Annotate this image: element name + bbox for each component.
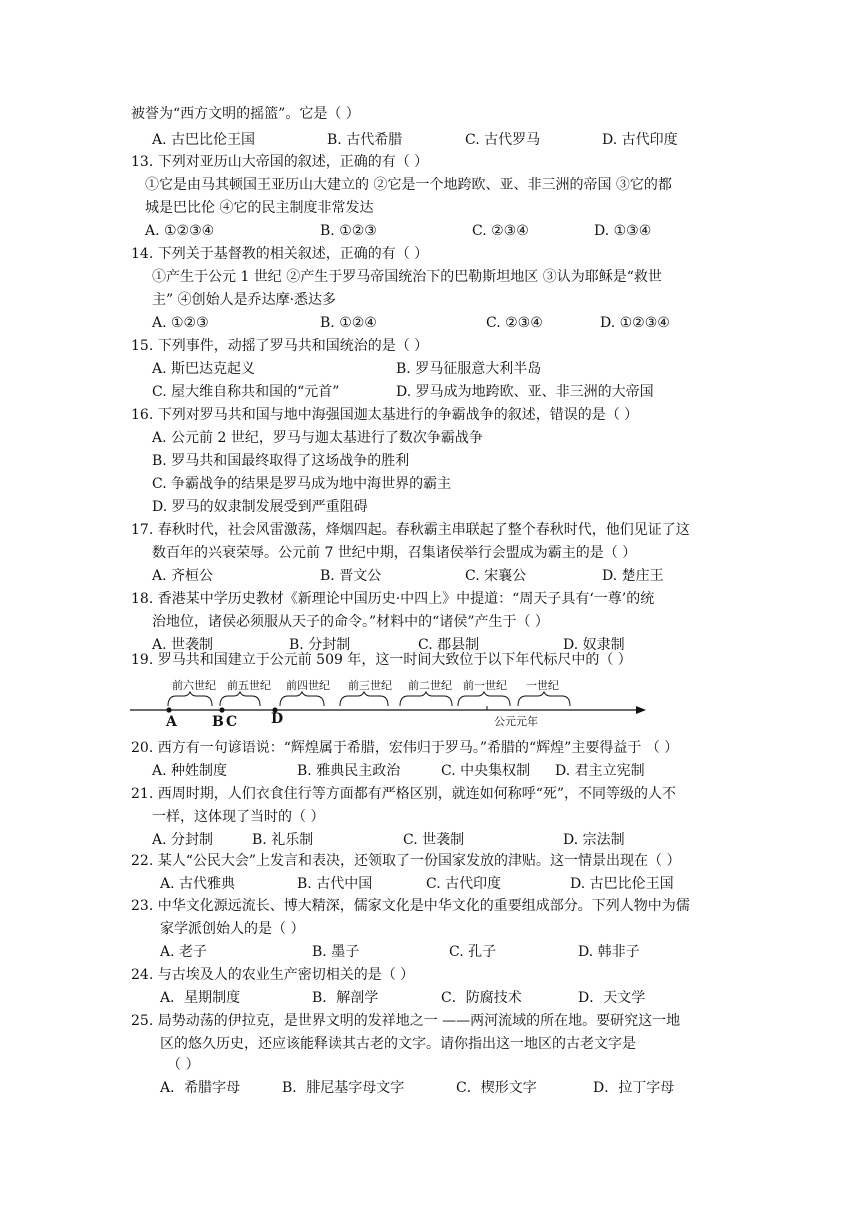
q21-stem: 21. 西周时期，人们衣食住行等方面都有严格区别，就连如何称呼“死”，不同等级的人不 bbox=[131, 786, 677, 802]
q17-stem: 17. 春秋时代，社会风雷激荡，烽烟四起。春秋霸主串联起了整个春秋时代，他们见证了这 bbox=[131, 522, 690, 538]
q12-option-a: A. 古巴比伦王国 bbox=[152, 132, 256, 148]
q13-option-d: D. ①③④ bbox=[594, 223, 652, 239]
q23-stem: 23. 中华文化源远流长、博大精深，儒家文化是中华文化的重要组成部分。下列人物中为儒 bbox=[131, 898, 690, 914]
q20-option-c: C. 中央集权制 bbox=[441, 763, 531, 779]
q15-option-d: D. 罗马成为地跨欧、亚、非三洲的大帝国 bbox=[396, 384, 654, 400]
q22-option-b: B. 古代中国 bbox=[297, 876, 373, 892]
q14-option-b: B. ①②④ bbox=[320, 315, 377, 331]
q14-option-d: D. ①②③④ bbox=[600, 315, 670, 331]
q13-statements-line2: 城是巴比伦 ④它的民主制度非常发达 bbox=[145, 200, 374, 216]
point-b-dot bbox=[219, 707, 224, 712]
point-a-label: A bbox=[166, 714, 177, 730]
q18-stem-line2: 治地位，诸侯必须服从天子的命令。”材料中的“诸侯”产生于（ ） bbox=[152, 614, 549, 630]
year-scale-timeline bbox=[128, 674, 648, 730]
q21-option-b: B. 礼乐制 bbox=[252, 832, 314, 848]
q20-stem: 20. 西方有一句谚语说：“辉煌属于希腊，宏伟归于罗马。”希腊的“辉煌”主要得益于 （ ） bbox=[131, 740, 679, 756]
q17-option-c: C. 宋襄公 bbox=[465, 568, 527, 584]
q13-option-c: C. ②③④ bbox=[472, 223, 529, 239]
q17-stem-line2: 数百年的兴衰荣辱。公元前 7 世纪中期，召集诸侯举行会盟成为霸主的是（ ） bbox=[152, 545, 637, 561]
timeline-arrow bbox=[636, 706, 646, 714]
q13-stem: 13. 下列对亚历山大帝国的叙述，正确的有（ ） bbox=[131, 154, 429, 170]
q25-option-a: A．希腊字母 bbox=[160, 1080, 241, 1096]
q23-option-a: A. 老子 bbox=[160, 944, 208, 960]
brace-7 bbox=[518, 692, 570, 706]
q23-option-d: D. 韩非子 bbox=[578, 944, 640, 960]
q25-option-b: B．腓尼基字母文字 bbox=[282, 1080, 405, 1096]
q24-option-b: B．解剖学 bbox=[312, 990, 379, 1006]
q17-option-d: D. 楚庄王 bbox=[602, 568, 664, 584]
q23-option-c: C. 孔子 bbox=[449, 944, 497, 960]
q17-option-b: B. 晋文公 bbox=[320, 568, 382, 584]
q15-stem: 15. 下列事件，动摇了罗马共和国统治的是（ ） bbox=[131, 338, 429, 354]
q12-option-c: C. 古代罗马 bbox=[465, 132, 541, 148]
q14-stem: 14. 下列关于基督教的相关叙述，正确的有（ ） bbox=[131, 246, 429, 262]
q13-statements-line1: ①它是由马其顿国王亚历山大建立的 ②它是一个地跨欧、亚、非三洲的帝国 ③它的都 bbox=[145, 177, 672, 193]
q22-option-a: A. 古代雅典 bbox=[160, 876, 236, 892]
q25-stem-line2: 区的悠久历史，还应该能释读其古老的文字。请你指出这一地区的古老文字是 bbox=[160, 1036, 636, 1052]
q20-option-b: B. 雅典民主政治 bbox=[297, 763, 401, 779]
q25-answer-blank: （ ） bbox=[167, 1057, 200, 1073]
century-label-1: 前六世纪 bbox=[172, 679, 216, 692]
q22-option-d: D. 古巴比伦王国 bbox=[570, 876, 674, 892]
q24-option-a: A．星期制度 bbox=[160, 990, 241, 1006]
q25-option-d: D．拉丁字母 bbox=[593, 1080, 675, 1096]
century-label-3: 前四世纪 bbox=[286, 679, 330, 692]
century-label-4: 前三世纪 bbox=[348, 679, 392, 692]
century-label-2: 前五世纪 bbox=[227, 679, 271, 692]
q25-stem: 25. 局势动荡的伊拉克，是世界文明的发祥地之一 ——两河流域的所在地。要研究这一地 bbox=[131, 1013, 681, 1029]
q14-statements-line2: 主” ④创始人是乔达摩·悉达多 bbox=[152, 292, 337, 308]
q21-option-c: C. 世袭制 bbox=[403, 832, 465, 848]
brace-3 bbox=[280, 692, 324, 706]
q23-option-b: B. 墨子 bbox=[312, 944, 360, 960]
century-label-5: 前二世纪 bbox=[408, 679, 452, 692]
q17-option-a: A. 齐桓公 bbox=[152, 568, 214, 584]
q22-stem: 22. 某人“公民大会”上发言和表决，还领取了一份国家发放的津贴。这一情景出现在（ ） bbox=[131, 853, 681, 869]
century-label-7: 一世纪 bbox=[526, 679, 559, 692]
brace-6 bbox=[458, 692, 510, 706]
q24-option-c: C．防腐技术 bbox=[441, 990, 522, 1006]
q21-option-a: A. 分封制 bbox=[152, 832, 214, 848]
q21-option-d: D. 宗法制 bbox=[563, 832, 625, 848]
q14-option-a: A. ①②③ bbox=[152, 315, 209, 331]
q18-option-c: C. 郡县制 bbox=[418, 637, 480, 653]
century-braces bbox=[168, 692, 570, 706]
q12-option-b: B. 古代希腊 bbox=[327, 132, 403, 148]
q12-option-d: D. 古代印度 bbox=[602, 132, 678, 148]
year-zero-label: 公元元年 bbox=[494, 715, 538, 728]
q18-option-a: A. 世袭制 bbox=[152, 637, 214, 653]
q24-stem: 24. 与古埃及人的农业生产密切相关的是（ ） bbox=[131, 967, 415, 983]
point-a-dot bbox=[166, 707, 171, 712]
brace-4 bbox=[340, 692, 388, 706]
point-b-label: B bbox=[212, 714, 224, 730]
q16-option-c: C. 争霸战争的结果是罗马成为地中海世界的霸主 bbox=[152, 476, 452, 492]
q14-option-c: C. ②③④ bbox=[486, 315, 543, 331]
q15-option-b: B. 罗马征服意大利半岛 bbox=[396, 361, 542, 377]
point-d-label: D bbox=[271, 711, 284, 727]
q12-stem: 被誉为“西方文明的摇篮”。它是（ ） bbox=[131, 106, 360, 122]
q23-stem-line2: 家学派创始人的是（ ） bbox=[160, 921, 305, 937]
q16-option-b: B. 罗马共和国最终取得了这场战争的胜利 bbox=[152, 453, 410, 469]
q20-option-d: D. 君主立宪制 bbox=[555, 763, 645, 779]
point-c-label: C bbox=[226, 714, 238, 730]
century-label-6: 前一世纪 bbox=[463, 679, 507, 692]
q13-option-b: B. ①②③ bbox=[320, 223, 377, 239]
q18-option-b: B. 分封制 bbox=[289, 637, 351, 653]
brace-5 bbox=[400, 692, 452, 706]
q14-statements-line1: ①产生于公元 1 世纪 ②产生于罗马帝国统治下的巴勒斯坦地区 ③认为耶稣是“救世 bbox=[152, 269, 662, 285]
q22-option-c: C. 古代印度 bbox=[426, 876, 502, 892]
q16-stem: 16. 下列对罗马共和国与地中海强国迦太基进行的争霸战争的叙述，错误的是（ ） bbox=[131, 407, 639, 423]
q18-stem: 18. 香港某中学历史教材《新理论中国历史·中四上》中提道：“周天子具有‘一尊’的统 bbox=[131, 591, 655, 607]
q20-option-a: A. 种姓制度 bbox=[152, 763, 228, 779]
q15-option-c: C. 屋大维自称共和国的“元首” bbox=[152, 384, 340, 400]
q25-option-c: C．楔形文字 bbox=[456, 1080, 537, 1096]
q21-stem-line2: 一样，这体现了当时的（ ） bbox=[152, 809, 325, 825]
q18-option-d: D. 奴隶制 bbox=[563, 637, 625, 653]
q13-option-a: A. ①②③④ bbox=[145, 223, 215, 239]
q15-option-a: A. 斯巴达克起义 bbox=[152, 361, 256, 377]
q16-option-a: A. 公元前 2 世纪，罗马与迦太基进行了数次争霸战争 bbox=[152, 430, 483, 446]
q19-stem: 19. 罗马共和国建立于公元前 509 年，这一时间大致位于以下年代标尺中的（ ） bbox=[131, 652, 632, 668]
q24-option-d: D．天文学 bbox=[578, 990, 646, 1006]
brace-2 bbox=[220, 692, 260, 706]
brace-1 bbox=[168, 692, 212, 706]
q16-option-d: D. 罗马的奴隶制发展受到严重阻碍 bbox=[152, 499, 368, 515]
